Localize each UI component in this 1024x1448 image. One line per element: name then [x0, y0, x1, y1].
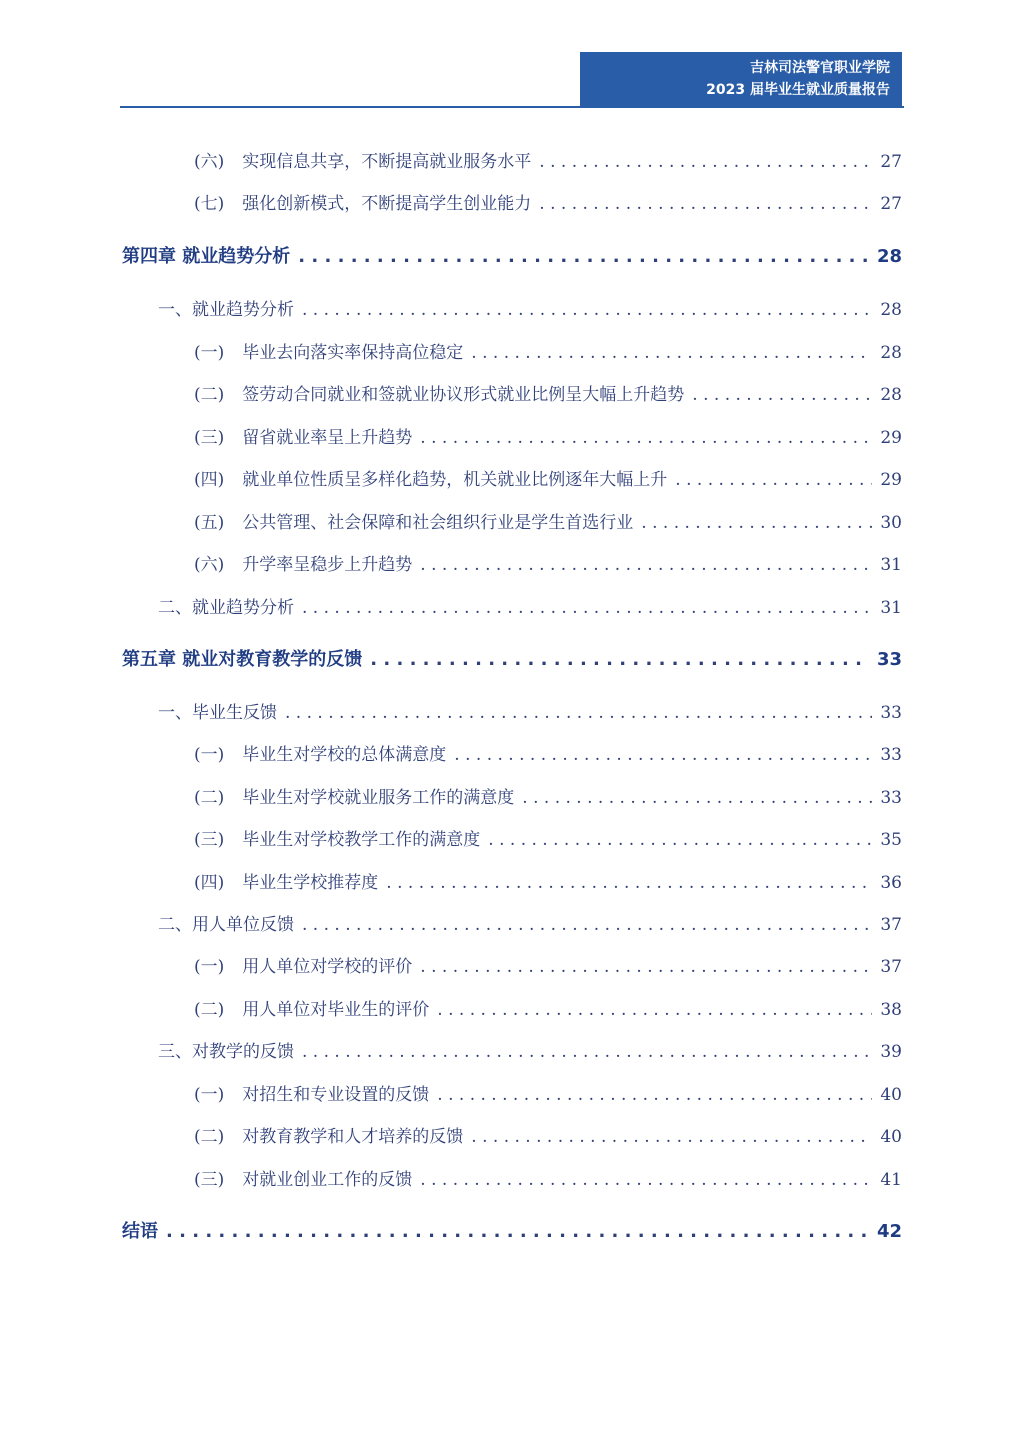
toc-entry[interactable] [158, 1037, 902, 1062]
toc-entry-number: (二) [194, 1127, 225, 1147]
toc-leader-dots [302, 915, 872, 935]
toc-page-number: 27 [880, 194, 902, 214]
toc-leader-dots [471, 343, 872, 363]
report-title: 2023 届毕业生就业质量报告 [706, 82, 890, 98]
toc-entry-title: 二、用人单位反馈 [158, 915, 294, 935]
toc-entry[interactable] [194, 380, 902, 405]
toc-entry-number: (一) [194, 745, 225, 765]
toc-entry-number: (四) [194, 470, 225, 490]
toc-entry[interactable] [194, 868, 902, 893]
toc-entry[interactable] [194, 423, 902, 448]
toc-leader-dots [420, 555, 872, 575]
toc-entry-title: 对教育教学和人才培养的反馈 [242, 1127, 464, 1147]
toc-leader-dots [386, 873, 872, 893]
toc-entry-title: 用人单位对学校的评价 [242, 957, 413, 977]
toc-leader-dots [641, 513, 872, 533]
toc-leader-dots [675, 470, 872, 490]
toc-page-number: 38 [880, 1000, 902, 1020]
toc-leader-dots [420, 957, 872, 977]
toc-page-number: 42 [876, 1221, 902, 1242]
toc-entry[interactable] [194, 147, 902, 172]
toc-entry[interactable] [194, 952, 902, 977]
toc-entry[interactable] [194, 825, 902, 850]
toc-leader-dots [285, 703, 872, 723]
toc-entry-title: 公共管理、社会保障和社会组织行业是学生首选行业 [242, 513, 634, 533]
toc-page-number: 33 [880, 788, 902, 808]
toc-page-number: 27 [880, 152, 902, 172]
toc-entry-title: 对就业创业工作的反馈 [242, 1170, 413, 1190]
toc-entry-title: 就业单位性质呈多样化趋势，机关就业比例逐年大幅上升 [242, 470, 668, 490]
toc-entry-number: (二) [194, 1000, 225, 1020]
toc-leader-dots [298, 246, 869, 267]
toc-entry-title: 强化创新模式，不断提高学生创业能力 [242, 194, 532, 214]
toc-page-number: 28 [880, 343, 902, 363]
toc-leader-dots [539, 152, 872, 172]
toc-page-number: 29 [880, 470, 902, 490]
toc-entry[interactable] [194, 465, 902, 490]
toc-leader-dots [420, 1170, 872, 1190]
toc-entry-title: 三、对教学的反馈 [158, 1042, 294, 1062]
toc-entry-number: (六) [194, 555, 225, 575]
toc-entry-title: 二、就业趋势分析 [158, 598, 294, 618]
toc-page-number: 37 [880, 915, 902, 935]
toc-page-number: 33 [880, 745, 902, 765]
toc-leader-dots [488, 830, 872, 850]
toc-leader-dots [166, 1221, 869, 1242]
toc-page-number: 31 [880, 555, 902, 575]
toc-leader-dots [539, 194, 872, 214]
toc-page-number: 30 [880, 513, 902, 533]
toc-leader-dots [471, 1127, 872, 1147]
toc-page-number: 28 [880, 385, 902, 405]
toc-page-number: 29 [880, 428, 902, 448]
toc-entry[interactable] [194, 550, 902, 575]
toc-entry[interactable] [194, 740, 902, 765]
toc-page-number: 37 [880, 957, 902, 977]
toc-page-number: 41 [880, 1170, 902, 1190]
toc-page-number: 28 [876, 246, 902, 267]
toc-entry-number: (三) [194, 428, 225, 448]
toc-entry[interactable] [194, 1122, 902, 1147]
toc-entry-title: 结语 [122, 1221, 158, 1242]
toc-entry-title: 毕业生学校推荐度 [242, 873, 379, 893]
toc-leader-dots [370, 649, 869, 670]
toc-entry[interactable] [194, 995, 902, 1020]
toc-entry-number: (三) [194, 830, 225, 850]
toc-entry[interactable] [122, 242, 902, 268]
toc-entry-title: 毕业生对学校就业服务工作的满意度 [242, 788, 515, 808]
toc-entry-number: (七) [194, 194, 225, 214]
toc-entry-title: 对招生和专业设置的反馈 [242, 1085, 430, 1105]
toc-page-number: 28 [880, 300, 902, 320]
toc-entry-number: (三) [194, 1170, 225, 1190]
toc-entry-number: (六) [194, 152, 225, 172]
toc-leader-dots [302, 300, 872, 320]
toc-entry-title: 用人单位对毕业生的评价 [242, 1000, 430, 1020]
toc-leader-dots [522, 788, 872, 808]
toc-entry-number: (四) [194, 873, 225, 893]
toc-leader-dots [437, 1085, 872, 1105]
toc-entry-title: 一、毕业生反馈 [158, 703, 277, 723]
toc-entry[interactable] [158, 593, 902, 618]
toc-page-number: 33 [880, 703, 902, 723]
toc-page-number: 33 [876, 649, 902, 670]
toc-page-number: 36 [880, 873, 902, 893]
toc-leader-dots [302, 598, 872, 618]
toc-entry-title: 留省就业率呈上升趋势 [242, 428, 413, 448]
toc-entry-title: 签劳动合同就业和签就业协议形式就业比例呈大幅上升趋势 [242, 385, 685, 405]
toc-entry[interactable] [158, 910, 902, 935]
toc-entry-title: 升学率呈稳步上升趋势 [242, 555, 413, 575]
toc-entry[interactable] [194, 508, 902, 533]
toc-entry[interactable] [194, 1165, 902, 1190]
toc-entry-title: 毕业去向落实率保持高位稳定 [242, 343, 464, 363]
toc-entry-title: 毕业生对学校的总体满意度 [242, 745, 447, 765]
toc-page-number: 39 [880, 1042, 902, 1062]
toc-entry-title: 第五章 就业对教育教学的反馈 [122, 649, 363, 670]
toc-entry-number: (二) [194, 385, 225, 405]
toc-entry[interactable] [158, 295, 902, 320]
toc-entry-number: (一) [194, 343, 225, 363]
toc-entry-title: 毕业生对学校教学工作的满意度 [242, 830, 481, 850]
toc-entry-number: (二) [194, 788, 225, 808]
toc-leader-dots [420, 428, 872, 448]
toc-entry-title: 实现信息共享，不断提高就业服务水平 [242, 152, 532, 172]
toc-page-number: 35 [880, 830, 902, 850]
toc-leader-dots [302, 1042, 872, 1062]
toc-entry-number: (五) [194, 513, 225, 533]
toc-entry[interactable] [122, 645, 902, 671]
toc-leader-dots [454, 745, 872, 765]
toc-entry-number: (一) [194, 1085, 225, 1105]
toc-entry[interactable] [194, 783, 902, 808]
toc-entry-title: 一、就业趋势分析 [158, 300, 294, 320]
toc-entry-title: 第四章 就业趋势分析 [122, 246, 291, 267]
toc-entry[interactable] [194, 1080, 902, 1105]
toc-entry-number: (一) [194, 957, 225, 977]
toc-leader-dots [437, 1000, 872, 1020]
toc-entry[interactable] [194, 189, 902, 214]
toc-page-number: 40 [880, 1127, 902, 1147]
toc-page-number: 40 [880, 1085, 902, 1105]
toc-page-number: 31 [880, 598, 902, 618]
toc-entry[interactable] [194, 338, 902, 363]
school-name: 吉林司法警官职业学院 [750, 60, 890, 76]
toc-leader-dots [692, 385, 872, 405]
toc-entry[interactable] [158, 698, 902, 723]
toc-entry[interactable] [122, 1217, 902, 1243]
